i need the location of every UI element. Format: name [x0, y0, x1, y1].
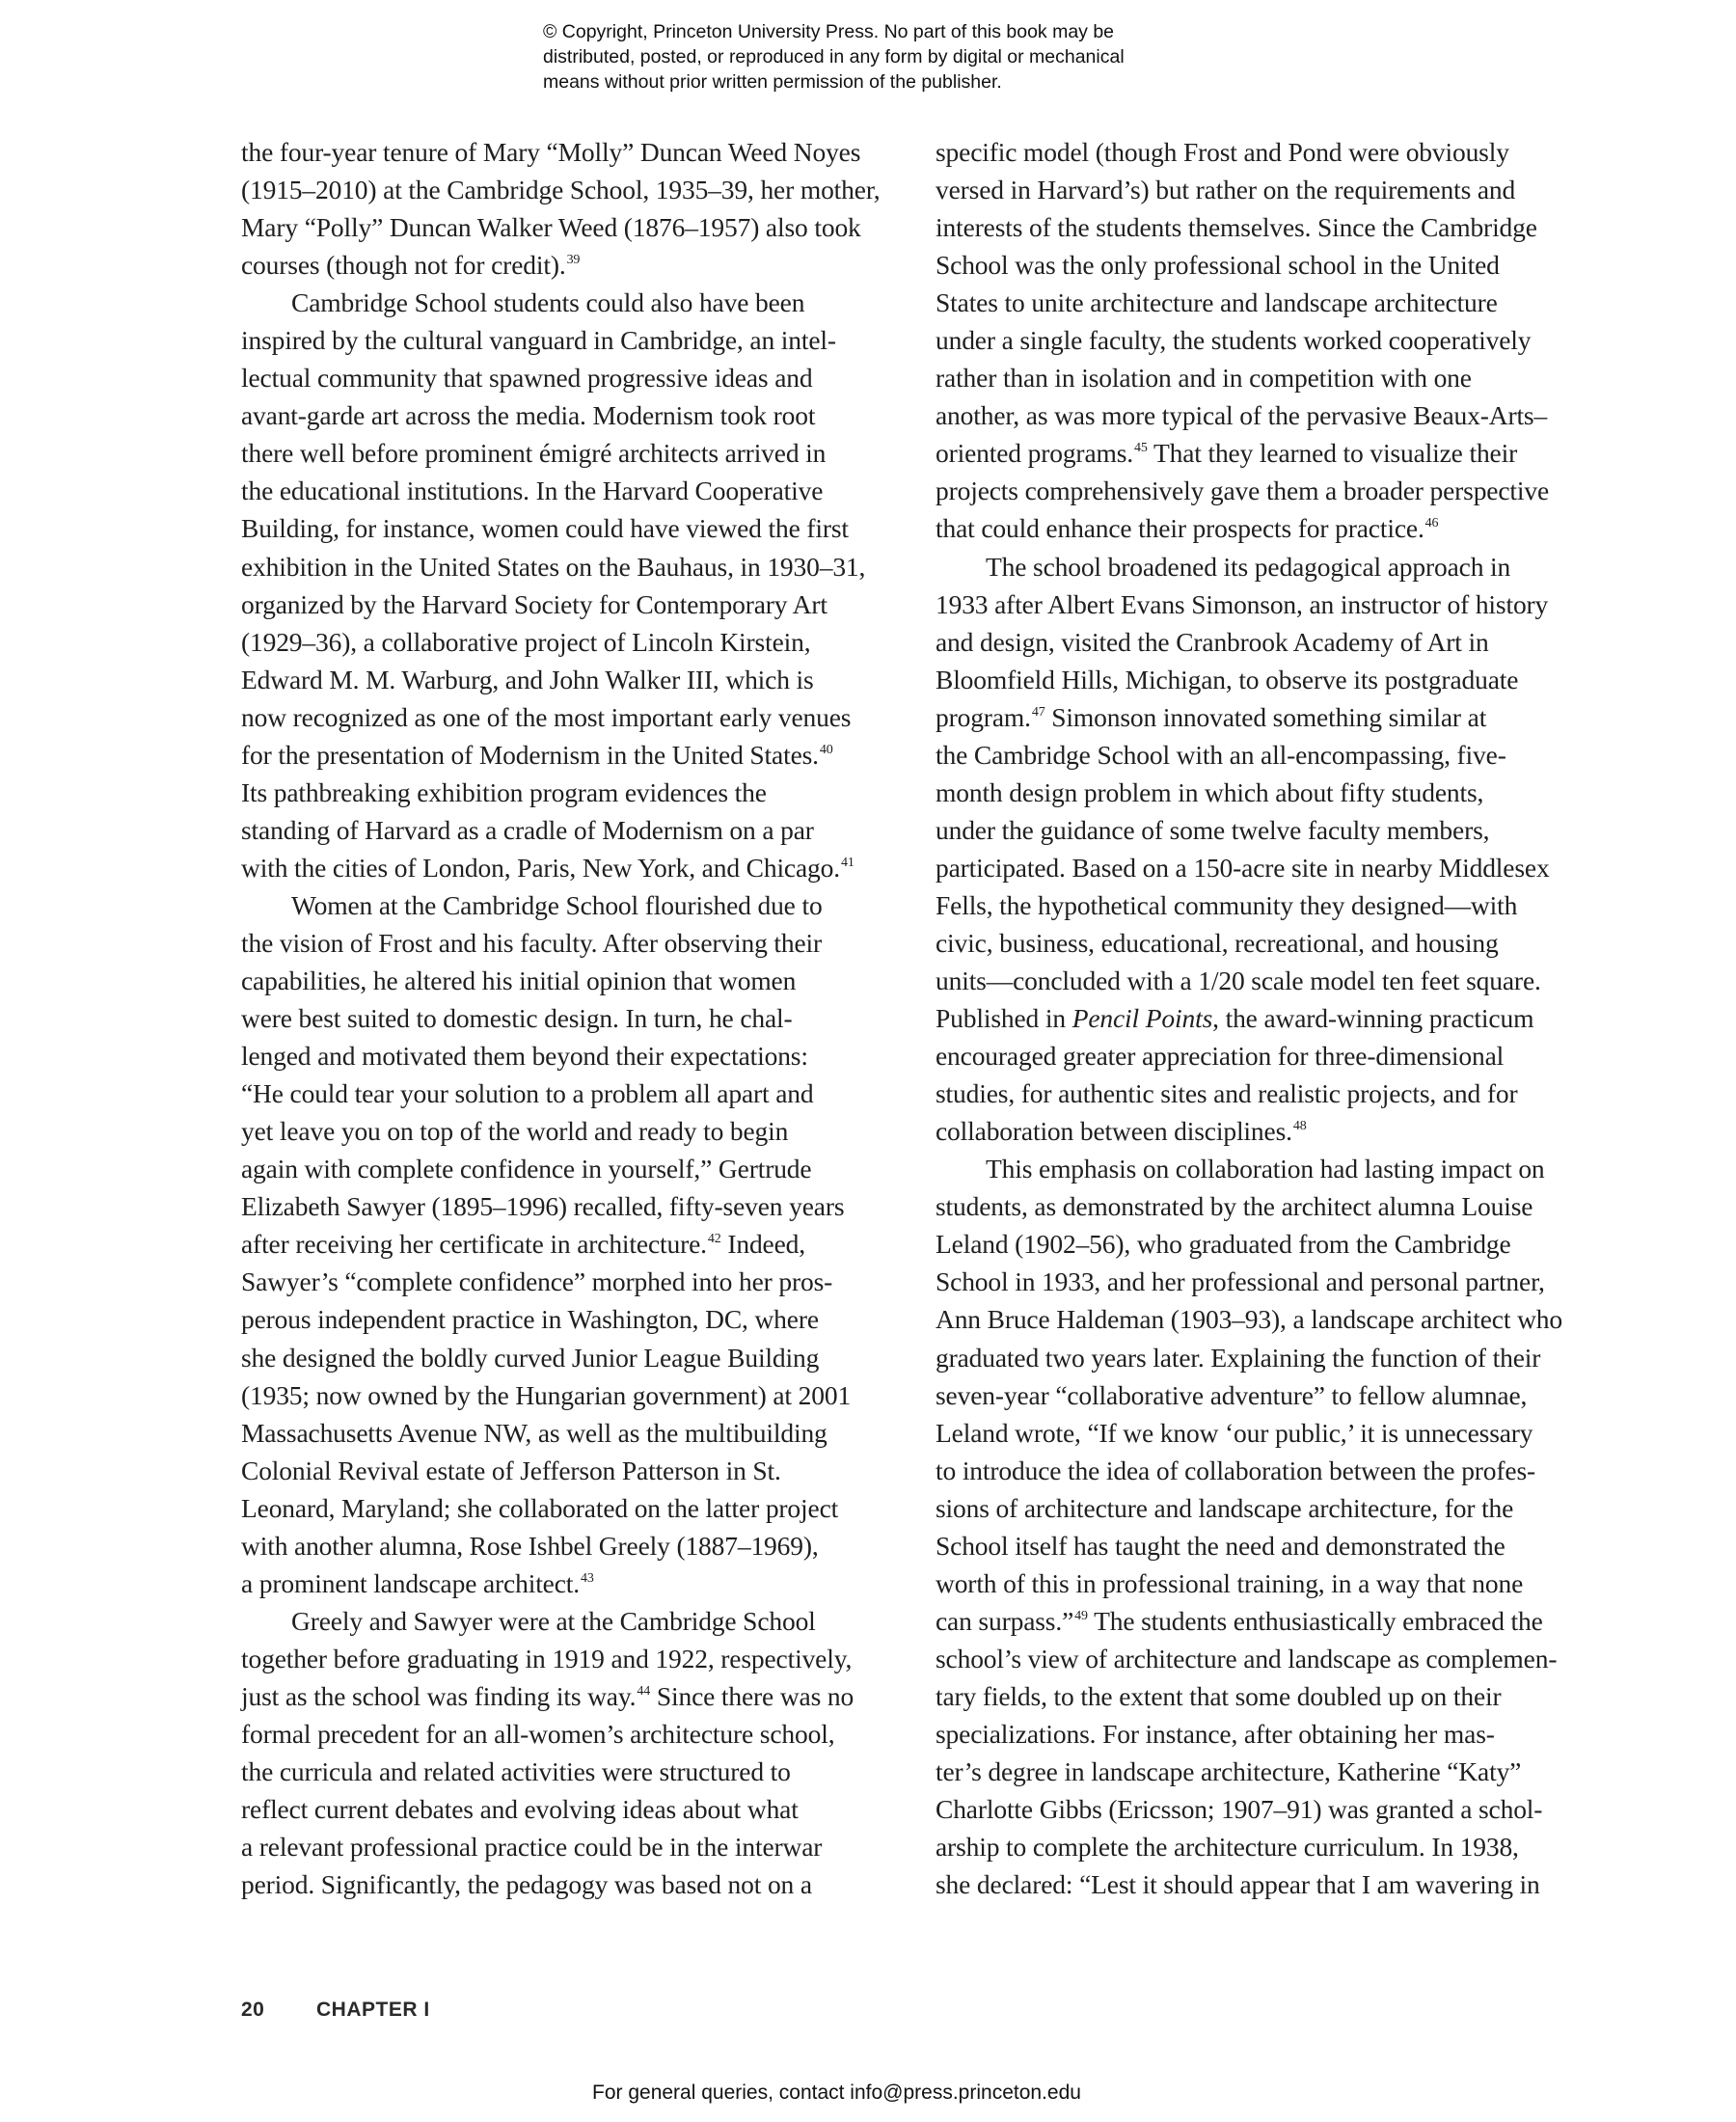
text-line: [936, 1376, 1601, 1414]
text-line: [936, 1527, 1601, 1564]
text-line: [936, 1753, 1601, 1790]
line-text: participated. Based on a 150-acre site in nearby Middlesex: [936, 852, 1550, 883]
line-text: worth of this in professional training, in a way that none: [936, 1567, 1524, 1598]
text-line: [241, 1225, 897, 1263]
text-line: [241, 548, 897, 585]
text-line: [936, 1790, 1601, 1828]
text-line: [241, 886, 897, 924]
text-line: [241, 246, 897, 284]
line-text: Women at the Cambridge School flourished due to: [291, 889, 823, 920]
line-text: inspired by the cultural vanguard in Cambridge, an intel-: [241, 325, 836, 356]
text-line: [936, 1225, 1601, 1263]
line-text: ter’s degree in landscape architecture, Katherine “Katy”: [936, 1756, 1522, 1787]
text-line: [241, 962, 897, 999]
line-text: School was the only professional school in the United: [936, 250, 1500, 281]
footnote-marker[interactable]: 47: [1031, 704, 1045, 720]
text-line: [936, 924, 1601, 962]
text-line: [936, 1602, 1601, 1640]
line-text: This emphasis on collaboration had lasting impact on: [986, 1154, 1545, 1184]
line-text: Its pathbreaking exhibition program evidences the: [241, 776, 767, 807]
text-line: [936, 1489, 1601, 1527]
text-line: [241, 133, 897, 171]
line-text: School in 1933, and her professional and personal partner,: [936, 1266, 1545, 1297]
text-line: [241, 1715, 897, 1753]
text-line: [241, 1376, 897, 1414]
text-line: [936, 1339, 1601, 1376]
text-line: [241, 1414, 897, 1452]
line-text: specializations. For instance, after obtaining her mas-: [936, 1718, 1495, 1749]
line-text: yet leave you on top of the world and ready to begin: [241, 1116, 789, 1147]
line-text: interests of the students themselves. Since the Cambridge: [936, 212, 1537, 243]
text-line: [241, 1263, 897, 1300]
line-text: the curricula and related activities were structured to: [241, 1756, 791, 1787]
line-text: “He could tear your solution to a problem all apart and: [241, 1078, 814, 1109]
text-line: [936, 1564, 1601, 1602]
line-text: she declared: “Lest it should appear that I am wavering in: [936, 1869, 1540, 1900]
line-text: reflect current debates and evolving ideas about what: [241, 1794, 799, 1825]
line-text: another, as was more typical of the pervasive Beaux-Arts–: [936, 400, 1548, 431]
line-text: organized by the Harvard Society for Contemporary Art: [241, 588, 827, 619]
line-text: with another alumna, Rose Ishbel Greely (1887–1969),: [241, 1530, 819, 1561]
line-text: for the presentation of Modernism in the United States.: [241, 739, 819, 770]
line-text: the educational institutions. In the Harvard Cooperative: [241, 476, 824, 506]
contact-footer: For general queries, contact info@press.princeton.edu: [592, 2081, 1081, 2104]
text-line: [936, 321, 1601, 359]
line-text: units—concluded with a 1/20 scale model ten feet square.: [936, 966, 1541, 996]
footnote-marker[interactable]: 44: [637, 1683, 651, 1699]
line-text: and design, visited the Cranbrook Academy of Art in: [936, 626, 1489, 657]
text-line: [241, 1300, 897, 1338]
line-text-continued: The students enthusiastically embraced the: [1087, 1605, 1543, 1636]
line-text: Colonial Revival estate of Jefferson Patterson in St.: [241, 1455, 781, 1485]
page-folio: [241, 1999, 430, 2022]
line-text: under a single faculty, the students worked cooperatively: [936, 325, 1532, 356]
line-text: formal precedent for an all-women’s architecture school,: [241, 1718, 835, 1749]
line-text: (1915–2010) at the Cambridge School, 1935–39, her mother,: [241, 175, 881, 205]
text-line: [936, 359, 1601, 396]
text-line: [936, 1263, 1601, 1300]
text-line: [241, 208, 897, 246]
text-line: [241, 1075, 897, 1112]
text-line: [241, 509, 897, 547]
line-text: under the guidance of some twelve faculty members,: [936, 814, 1490, 845]
line-text: School itself has taught the need and demonstrated the: [936, 1530, 1505, 1561]
text-line: [936, 284, 1601, 321]
copyright-line: means without prior written permission of the publisher.: [543, 71, 1002, 93]
text-line: [936, 171, 1601, 208]
text-line: [241, 1527, 897, 1564]
text-line: [936, 698, 1601, 736]
text-line: [936, 133, 1601, 171]
text-line: [936, 548, 1601, 585]
line-text: versed in Harvard’s) but rather on the requirements and: [936, 175, 1516, 205]
text-line: [241, 321, 897, 359]
text-line: [936, 509, 1601, 547]
text-line: [936, 849, 1601, 886]
line-text: just as the school was finding its way.: [241, 1680, 637, 1711]
line-text: the four-year tenure of Mary “Molly” Duncan Weed Noyes: [241, 137, 861, 167]
line-text-continued: Since there was no: [650, 1680, 854, 1711]
text-line: [241, 1865, 897, 1903]
line-text: seven-year “collaborative adventure” to fellow alumnae,: [936, 1379, 1528, 1410]
text-line: [241, 1339, 897, 1376]
line-text: a relevant professional practice could be in the interwar: [241, 1832, 823, 1863]
line-text: (1929–36), a collaborative project of Lincoln Kirstein,: [241, 626, 811, 657]
line-text: Ann Bruce Haldeman (1903–93), a landscape architect who: [936, 1304, 1562, 1335]
line-text: month design problem in which about fifty students,: [936, 776, 1484, 807]
line-text: arship to complete the architecture curriculum. In 1938,: [936, 1832, 1519, 1863]
text-line: [241, 585, 897, 623]
line-text: Published in: [936, 1003, 1072, 1034]
line-text: exhibition in the United States on the Bauhaus, in 1930–31,: [241, 551, 866, 582]
text-line: [936, 246, 1601, 284]
line-text: collaboration between disciplines.: [936, 1116, 1292, 1147]
line-text: students, as demonstrated by the architect alumna Louise: [936, 1191, 1533, 1222]
text-line: [936, 661, 1601, 698]
line-text: Sawyer’s “complete confidence” morphed into her pros-: [241, 1266, 833, 1297]
text-line: [241, 472, 897, 509]
line-text: studies, for authentic sites and realistic projects, and for: [936, 1078, 1518, 1109]
line-text: that could enhance their prospects for practice.: [936, 513, 1424, 544]
text-line: [241, 1564, 897, 1602]
line-text: Edward M. M. Warburg, and John Walker III, which is: [241, 664, 814, 694]
line-text-continued: Simonson innovated something similar at: [1044, 701, 1487, 732]
text-line: [241, 736, 897, 774]
line-text: Leland wrote, “If we know ‘our public,’ it is unnecessary: [936, 1417, 1533, 1448]
line-text: States to unite architecture and landscape architecture: [936, 287, 1498, 318]
left-text-column: [241, 133, 897, 1903]
text-line: [241, 396, 897, 434]
text-line: [241, 999, 897, 1037]
line-text: Fells, the hypothetical community they designed—with: [936, 889, 1518, 920]
line-text: together before graduating in 1919 and 1922, respectively,: [241, 1643, 853, 1673]
text-line: [936, 1715, 1601, 1753]
text-line: [241, 434, 897, 472]
line-text-continued: Indeed,: [720, 1229, 805, 1260]
footnote-marker[interactable]: 45: [1134, 441, 1148, 456]
line-text: standing of Harvard as a cradle of Modernism on a par: [241, 814, 814, 845]
text-line: [936, 999, 1601, 1037]
line-text: Bloomfield Hills, Michigan, to observe its postgraduate: [936, 664, 1519, 694]
text-line: [241, 1828, 897, 1865]
line-text: tary fields, to the extent that some doubled up on their: [936, 1680, 1502, 1711]
text-line: [241, 1790, 897, 1828]
text-line: [936, 472, 1601, 509]
text-line: [241, 1037, 897, 1075]
text-line: [936, 736, 1601, 774]
right-text-column: [936, 133, 1601, 1903]
text-line: [241, 623, 897, 661]
line-text: perous independent practice in Washington, DC, where: [241, 1304, 819, 1335]
text-line: [936, 886, 1601, 924]
text-line: [936, 1300, 1601, 1338]
text-line: [936, 962, 1601, 999]
text-line: [936, 1187, 1601, 1225]
line-text: Elizabeth Sawyer (1895–1996) recalled, fifty-seven years: [241, 1191, 845, 1222]
footnote-marker[interactable]: 40: [819, 742, 833, 757]
text-line: [241, 284, 897, 321]
text-line: [241, 1112, 897, 1150]
text-line: [241, 698, 897, 736]
copyright-line: © Copyright, Princeton University Press. No part of this book may be: [543, 21, 1115, 42]
text-line: [936, 1075, 1601, 1112]
text-line: [936, 1150, 1601, 1187]
line-text: rather than in isolation and in competition with one: [936, 363, 1472, 394]
line-text: graduated two years later. Explaining the function of their: [936, 1342, 1541, 1373]
text-line: [241, 1640, 897, 1677]
text-line: [241, 1150, 897, 1187]
text-line: [241, 1489, 897, 1527]
text-line: [241, 661, 897, 698]
line-text: Leonard, Maryland; she collaborated on the latter project: [241, 1492, 839, 1523]
text-line: [936, 434, 1601, 472]
text-line: [936, 396, 1601, 434]
footnote-marker[interactable]: 46: [1424, 516, 1439, 531]
line-text: Building, for instance, women could have viewed the first: [241, 513, 849, 544]
line-text: after receiving her certificate in architecture.: [241, 1229, 707, 1260]
line-text: projects comprehensively gave them a broader perspective: [936, 476, 1550, 506]
text-line: [936, 1037, 1601, 1075]
text-line: [241, 1602, 897, 1640]
line-text: period. Significantly, the pedagogy was based not on a: [241, 1869, 812, 1900]
line-text: sions of architecture and landscape architecture, for the: [936, 1492, 1514, 1523]
text-line: [936, 1640, 1601, 1677]
text-line: [936, 1112, 1601, 1150]
line-text: specific model (though Frost and Pond were obviously: [936, 137, 1509, 167]
line-text: capabilities, he altered his initial opinion that women: [241, 966, 797, 996]
line-text: the vision of Frost and his faculty. After observing their: [241, 927, 823, 958]
line-text: Leland (1902–56), who graduated from the Cambridge: [936, 1229, 1511, 1260]
line-text: avant-garde art across the media. Modernism took root: [241, 400, 816, 431]
line-text-continued: That they learned to visualize their: [1147, 438, 1518, 469]
footnote-marker[interactable]: 39: [566, 253, 581, 268]
line-text: again with complete confidence in yourself,” Gertrude: [241, 1154, 812, 1184]
line-text: (1935; now owned by the Hungarian government) at 2001: [241, 1379, 852, 1410]
line-text: program.: [936, 701, 1031, 732]
line-text: encouraged greater appreciation for three-dimensional: [936, 1041, 1505, 1072]
text-line: [241, 811, 897, 849]
text-line: [241, 1677, 897, 1715]
line-text: there well before prominent émigré architects arrived in: [241, 438, 827, 469]
footnote-marker[interactable]: 41: [840, 855, 854, 870]
line-text: to introduce the idea of collaboration between the profes-: [936, 1455, 1536, 1485]
line-text: she designed the boldly curved Junior League Building: [241, 1342, 820, 1373]
footnote-marker[interactable]: 49: [1074, 1608, 1088, 1623]
copyright-notice: [543, 19, 1276, 95]
line-text: lectual community that spawned progressive ideas and: [241, 363, 813, 394]
footnote-marker[interactable]: 48: [1292, 1119, 1307, 1134]
line-text: school’s view of architecture and landscape as complemen-: [936, 1643, 1558, 1673]
line-text: a prominent landscape architect.: [241, 1567, 581, 1598]
footnote-marker[interactable]: 43: [581, 1570, 594, 1586]
text-line: [936, 1452, 1601, 1489]
line-text: Mary “Polly” Duncan Walker Weed (1876–1957) also took: [241, 212, 861, 243]
line-text: lenged and motivated them beyond their expectations:: [241, 1041, 808, 1072]
line-text: courses (though not for credit).: [241, 250, 566, 281]
line-text: Massachusetts Avenue NW, as well as the multibuilding: [241, 1417, 827, 1448]
text-line: [241, 1753, 897, 1790]
text-line: [936, 585, 1601, 623]
text-line: [936, 1828, 1601, 1865]
line-text: The school broadened its pedagogical approach in: [986, 551, 1511, 582]
text-line: [936, 811, 1601, 849]
text-line: [936, 774, 1601, 811]
line-text: oriented programs.: [936, 438, 1134, 469]
text-line: [241, 171, 897, 208]
copyright-line: distributed, posted, or reproduced in any form by digital or mechanical: [543, 46, 1125, 68]
line-text: the Cambridge School with an all-encompassing, five-: [936, 739, 1506, 770]
line-text: were best suited to domestic design. In turn, he chal-: [241, 1003, 793, 1034]
text-line: [936, 1677, 1601, 1715]
line-text: Cambridge School students could also have been: [291, 287, 805, 318]
running-head: CHAPTER I: [316, 1999, 430, 2021]
page-number: 20: [241, 1999, 265, 2021]
line-text: with the cities of London, Paris, New York, and Chicago.: [241, 852, 840, 883]
text-line: [241, 774, 897, 811]
text-line: [936, 208, 1601, 246]
line-text: 1933 after Albert Evans Simonson, an instructor of history: [936, 588, 1549, 619]
footnote-marker[interactable]: 42: [707, 1232, 721, 1247]
text-line: [936, 623, 1601, 661]
line-text: Greely and Sawyer were at the Cambridge School: [291, 1605, 816, 1636]
text-line: [241, 849, 897, 886]
text-line: [936, 1865, 1601, 1903]
text-line: [241, 1187, 897, 1225]
text-line: [241, 1452, 897, 1489]
text-line: [241, 359, 897, 396]
text-line: [241, 924, 897, 962]
line-text: Charlotte Gibbs (Ericsson; 1907–91) was granted a schol-: [936, 1794, 1543, 1825]
text-line: [936, 1414, 1601, 1452]
line-text: now recognized as one of the most important early venues: [241, 701, 852, 732]
italic-title: Pencil Points: [1071, 1003, 1213, 1034]
line-text-continued: , the award-winning practicum: [1212, 1003, 1534, 1034]
line-text: civic, business, educational, recreational, and housing: [936, 927, 1499, 958]
line-text: can surpass.”: [936, 1605, 1074, 1636]
